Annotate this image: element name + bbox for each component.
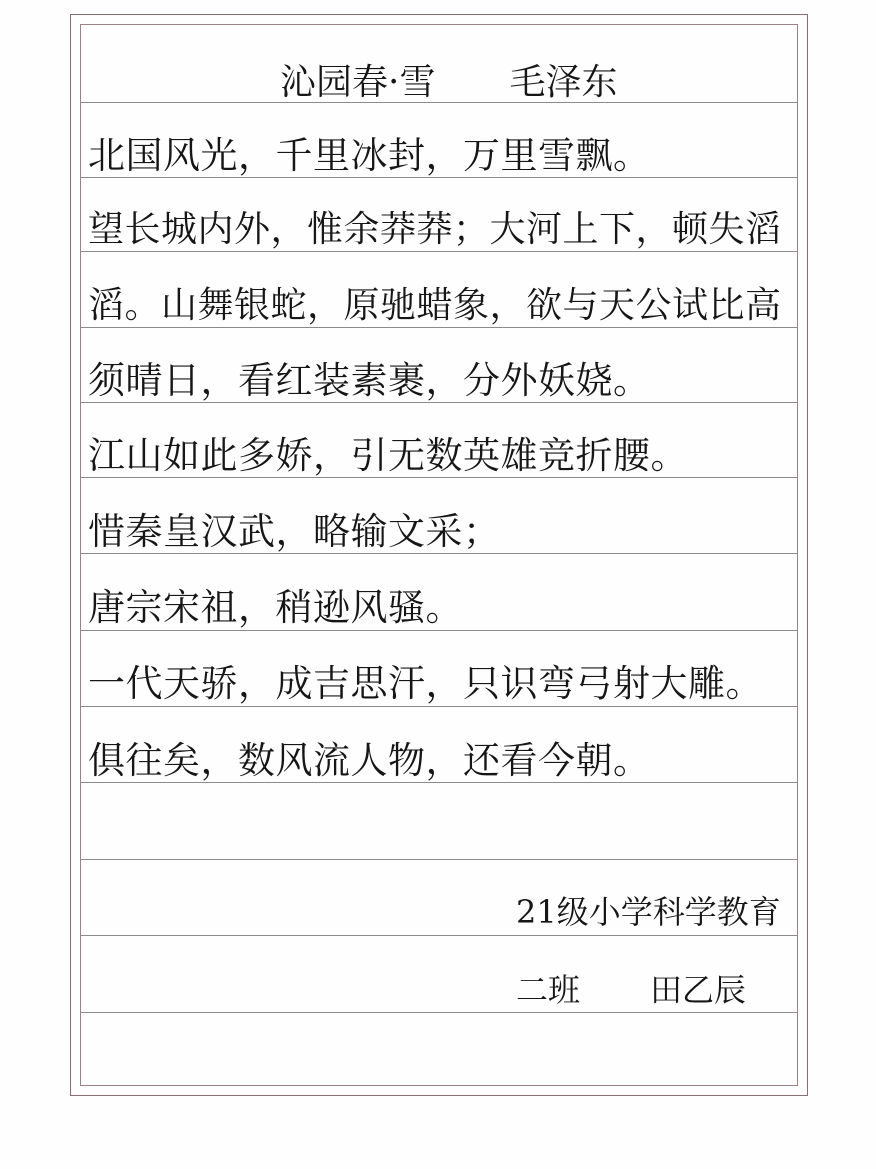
poem-line: 一代天骄，成吉思汗，只识弯弓射大雕。 [88, 662, 763, 705]
student-name: 田乙辰 [650, 971, 747, 1009]
poem-line: 须晴日，看红装素裹，分外妖娆。 [88, 359, 651, 402]
poem-line: 望长城内外，惟余莽莽；大河上下，顿失滔 [88, 209, 782, 250]
poem-line: 北国风光，千里冰封，万里雪飘。 [88, 134, 651, 177]
section-label: 二班 [516, 971, 581, 1009]
ruled-line [80, 859, 798, 860]
poem-line: 惜秦皇汉武，略输文采； [88, 510, 501, 553]
class-label: 21级小学科学教育 [516, 893, 781, 931]
ruled-line [80, 935, 798, 936]
poem-line: 滔。山舞银蛇，原驰蜡象，欲与天公试比高 [88, 285, 782, 326]
ruled-line [80, 1012, 798, 1013]
poem-heading [280, 58, 617, 108]
poem-title: 沁园春·雪 [280, 62, 436, 103]
poem-author: 毛泽东 [509, 62, 618, 103]
poem-line: 唐宗宋祖，稍逊风骚。 [88, 586, 463, 629]
signature-row [516, 968, 746, 1012]
poem-line: 江山如此多娇，引无数英雄竞折腰。 [88, 434, 688, 477]
poem-line: 俱往矣，数风流人物，还看今朝。 [88, 739, 651, 782]
